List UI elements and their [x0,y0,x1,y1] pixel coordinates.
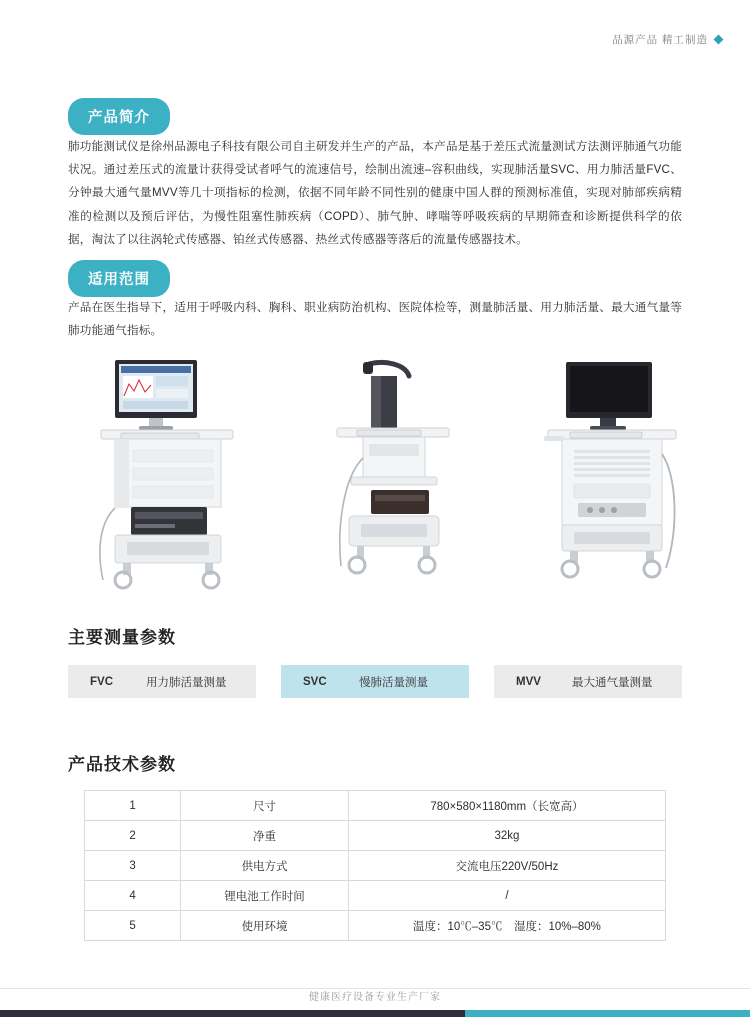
table-row [85,791,666,821]
lung-function-tester-model-3-illustration [538,358,683,590]
spec-value: 交流电压220V/50Hz [348,851,665,881]
footer-color-bar [0,1010,750,1017]
table-row [85,911,666,941]
product-image-1 [93,358,243,595]
param-box-svc[interactable] [281,665,469,698]
spec-name: 尺寸 [181,791,349,821]
section-title-scope: 适用范围 [68,260,170,297]
param-box-fvc[interactable] [68,665,256,698]
spec-value: 温度：10℃–35℃ 湿度：10%–80% [348,911,665,941]
table-row [85,851,666,881]
footer-bar-teal [465,1010,750,1017]
diamond-icon [714,35,724,45]
header-slogan: 品源产品 精工制造 [612,34,708,46]
section-1-body: 肺功能测试仪是徐州品源电子科技有限公司自主研发并生产的产品，本产品是基于差压式流量测试方法测评肺通气功能状况。通过差压式的流量计获得受试者呼气的流速信号，绘制出流速–容积曲线，实现肺活量SVC、用力肺活量FVC、分钟最大通气量MVV等几十项指标的检测，依据不同年龄不同性别的健康中国人群的预测标准值，实现对肺部疾病精准的检测以及预后评估，为慢性阻塞性肺疾病（COPD）、肺气肿、哮喘等呼吸疾病的早期筛查和诊断提供科学的依据，淘汰了以往涡轮式传感器、铂丝式传感器、热丝式传感器等落后的流量传感器技术。 [68,140,682,246]
section-2-pill-wrap [68,260,170,297]
param-code-svc: SVC [303,675,327,688]
spec-no: 4 [85,881,181,911]
spec-value: 780×580×1180mm（长宽高） [348,791,665,821]
footer-text: 健康医疗设备专业生产厂家 [309,992,441,1003]
spec-name: 锂电池工作时间 [181,881,349,911]
spec-value: / [348,881,665,911]
section-1-pill-wrap [68,98,170,135]
spec-name: 供电方式 [181,851,349,881]
specs-heading: 产品技术参数 [68,755,176,774]
measure-param-row [68,665,682,698]
specs-table [84,790,666,941]
product-image-2 [323,358,463,595]
page-header [612,32,722,47]
table-row [85,881,666,911]
spec-no: 5 [85,911,181,941]
measure-heading: 主要测量参数 [68,628,176,647]
lung-function-tester-model-1-illustration [93,358,243,590]
param-label-fvc: 用力肺活量测量 [146,676,227,689]
spec-no: 2 [85,821,181,851]
lung-function-tester-model-2-illustration [323,358,463,590]
spec-no: 1 [85,791,181,821]
spec-name: 净重 [181,821,349,851]
spec-value: 32kg [348,821,665,851]
param-box-mvv[interactable] [494,665,682,698]
section-title-product-intro: 产品简介 [68,98,170,135]
spec-name: 使用环境 [181,911,349,941]
footer-bar-dark [0,1010,465,1017]
table-row [85,821,666,851]
param-code-fvc: FVC [90,675,113,688]
spec-no: 3 [85,851,181,881]
product-images [68,360,682,595]
section-2-body: 产品在医生指导下，适用于呼吸内科、胸科、职业病防治机构、医院体检等，测量肺活量、用力肺活量、最大通气量等肺功能通气指标。 [68,301,682,338]
param-label-mvv: 最大通气量测量 [572,676,653,689]
param-code-mvv: MVV [516,675,541,688]
product-image-3 [538,358,683,595]
param-label-svc: 慢肺活量测量 [359,676,428,689]
